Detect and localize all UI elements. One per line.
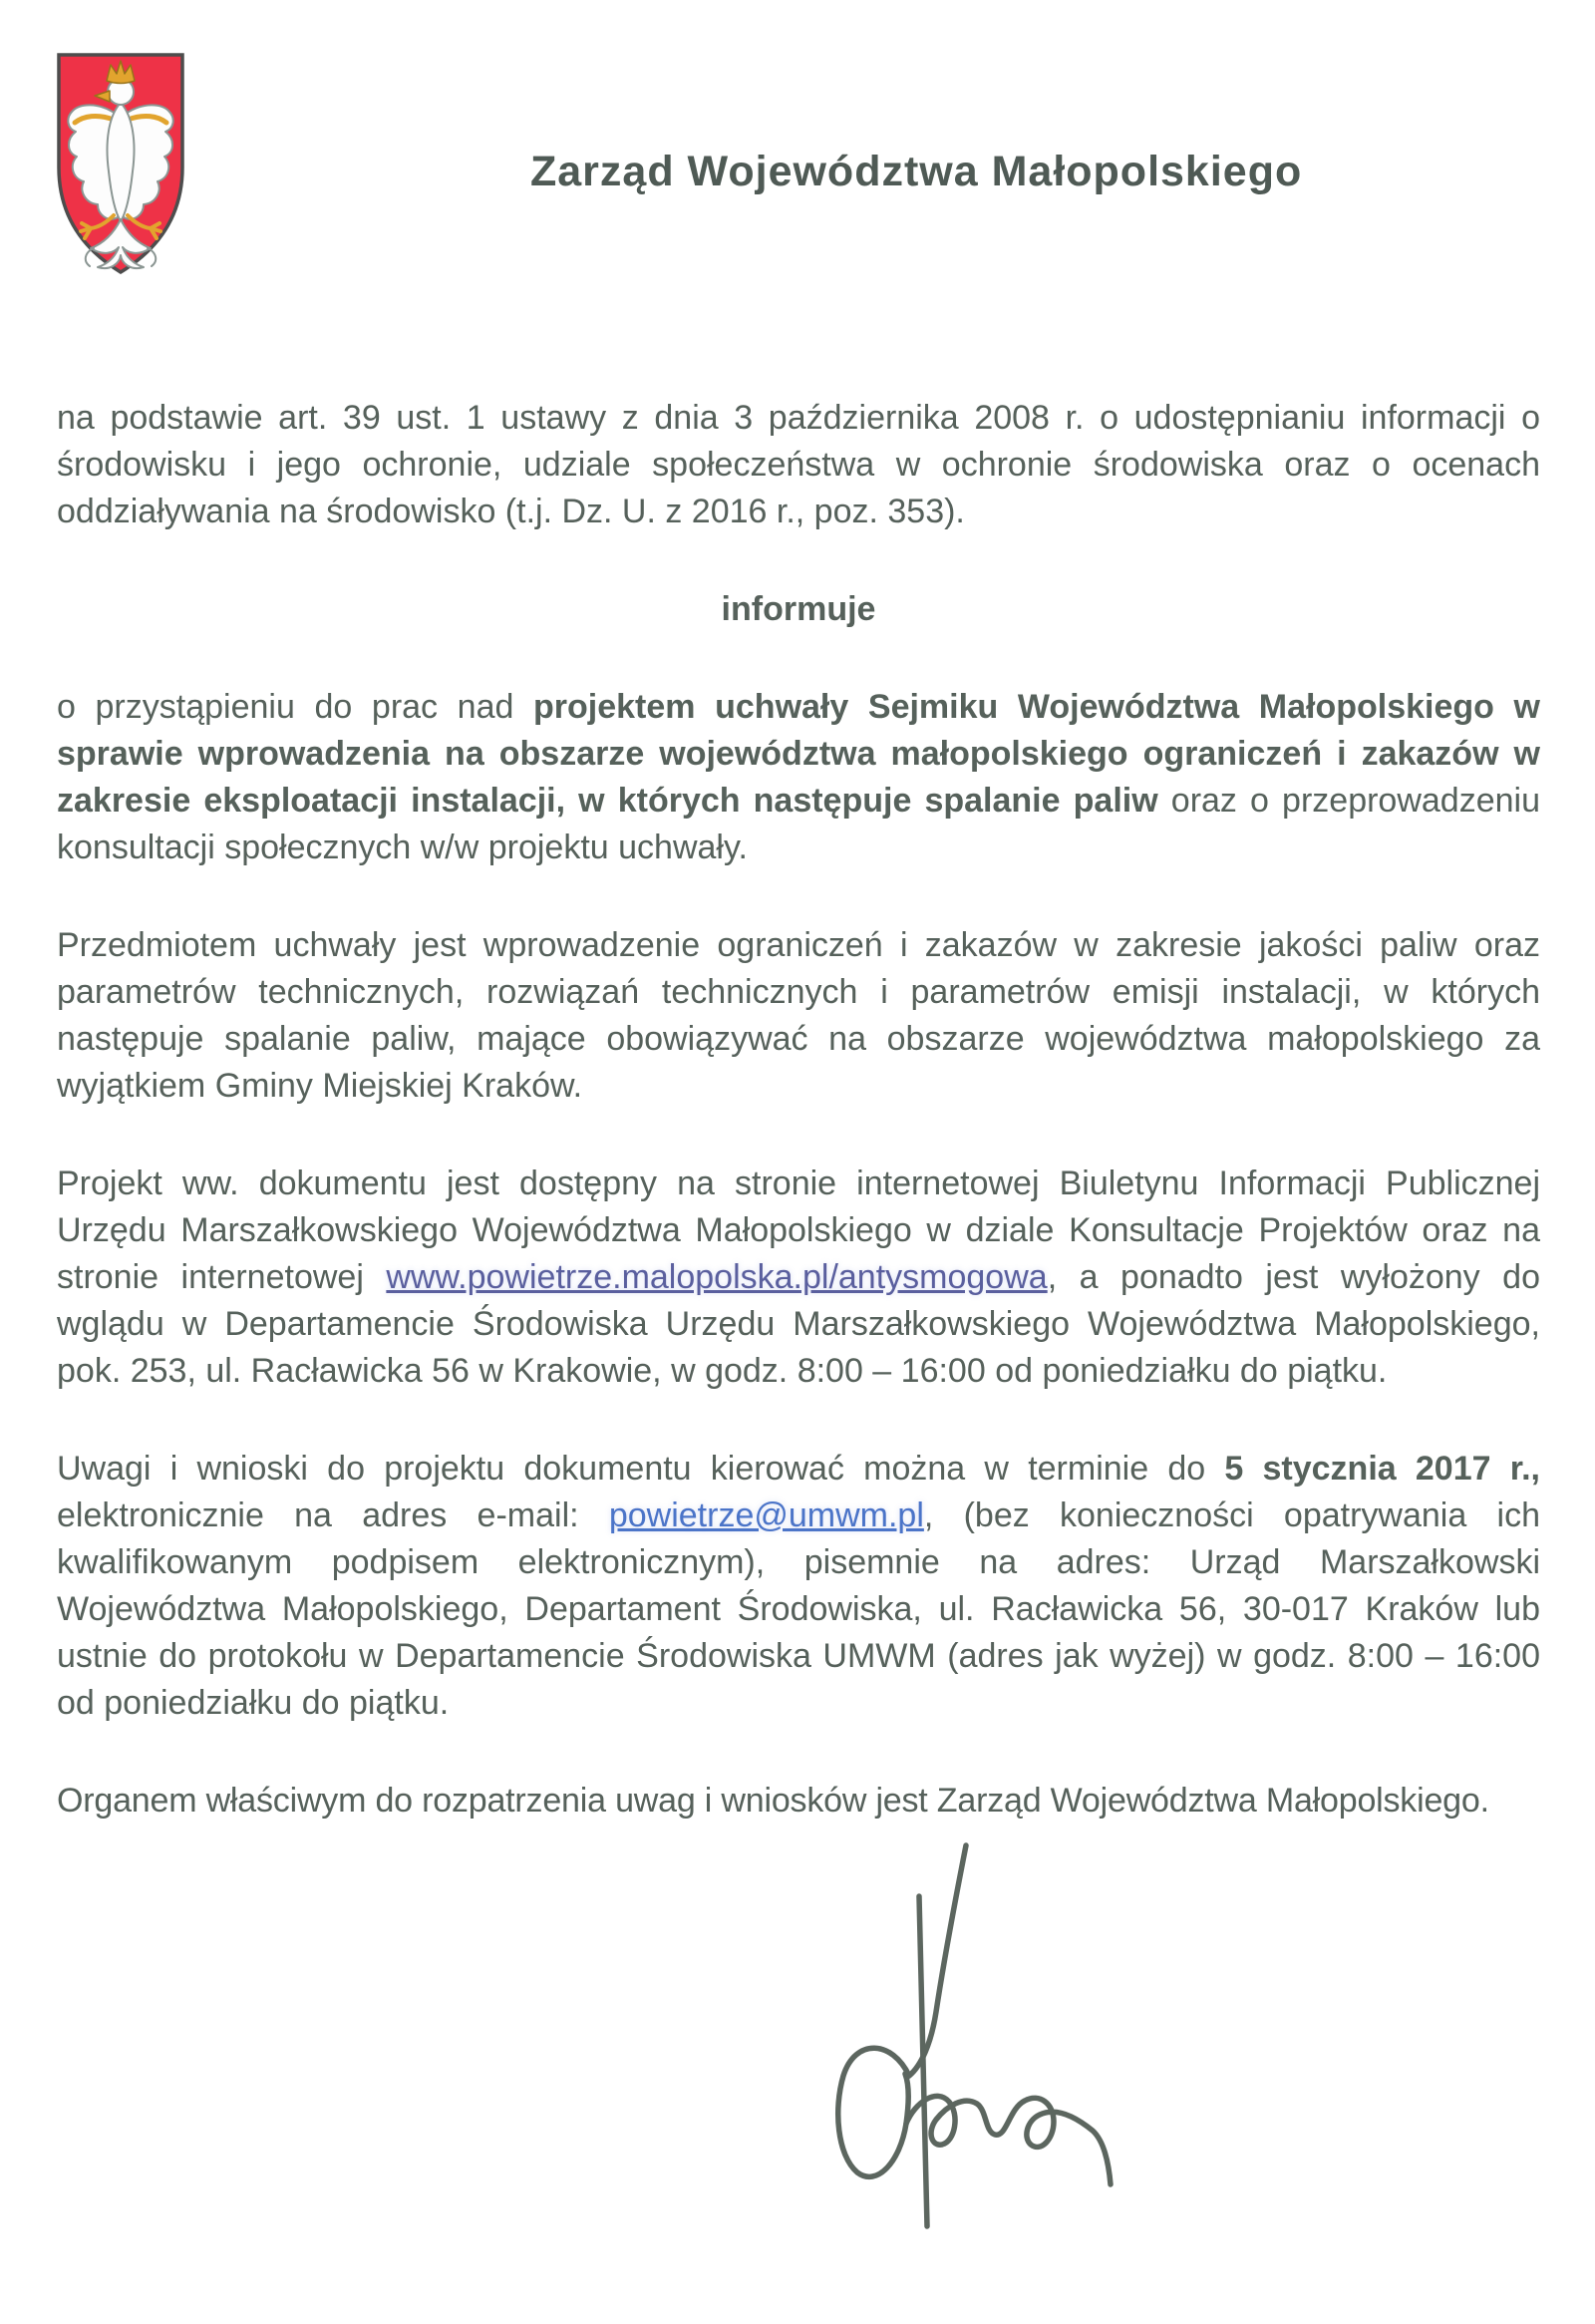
text-run: Projekt ww. dokumentu jest dostępny na stronie internetowej Biuletynu Informacji Publicznej Urzędu Marszałkowskiego Województwa Małopolskiego w dziale Konsultacje Projektów oraz na stronie internetowej bbox=[57, 1164, 1540, 1296]
bold-text-run: projektem uchwały Sejmiku Województwa Małopolskiego w sprawie wprowadzenia na obszarze województwa małopolskiego ograniczeń i zakazów w zakresie eksploatacji instalacji, w których następuje spalanie paliw bbox=[57, 688, 1540, 820]
text-run: na podstawie art. 39 ust. 1 ustawy z dnia 3 października 2008 r. o udostępnianiu informacji o środowisku i jego ochronie, udziale społeczeństwa w ochronie środowiska oraz o ocenach oddziaływania na środowisko (t.j. Dz. U. z 2016 r., poz. 353). bbox=[57, 399, 1540, 530]
text-run: elektronicznie na adres e-mail: bbox=[57, 1496, 609, 1534]
heading-informuje: informuje bbox=[721, 590, 876, 628]
text-run: o przystąpieniu do prac nad bbox=[57, 688, 534, 726]
handwritten-signature bbox=[798, 1839, 1136, 2238]
paragraph-availability bbox=[57, 1161, 1540, 1395]
paragraph-announcement bbox=[57, 684, 1540, 871]
link-antysmogowa[interactable]: www.powietrze.malopolska.pl/antysmogowa bbox=[386, 1258, 1048, 1296]
paragraph-submission bbox=[57, 1446, 1540, 1727]
link-email[interactable]: powietrze@umwm.pl bbox=[608, 1496, 924, 1534]
paragraph-subject bbox=[57, 922, 1540, 1110]
paragraph-legal-basis bbox=[57, 395, 1540, 535]
document-body bbox=[57, 395, 1540, 1875]
text-run: , (bez konieczności opatrywania ich kwalifikowanym podpisem elektronicznym), pisemnie na adres: Urząd Marszałkowski Województwa Małopolskiego, Departament Środowiska, ul. Racławicka 56, 30-017 Kraków lub ustnie do protokołu w Departamencie Środowiska UMWM (adres jak wyżej) w godz. 8:00 – 16:00 od poniedziałku do piątku. bbox=[57, 1496, 1540, 1722]
paragraph-authority bbox=[57, 1778, 1540, 1825]
malopolska-coat-of-arms bbox=[52, 48, 189, 279]
text-run: Uwagi i wnioski do projektu dokumentu kierować można w terminie do bbox=[57, 1450, 1225, 1488]
document-title: Zarząd Województwa Małopolskiego bbox=[530, 148, 1303, 195]
text-run: oraz o przeprowadzeniu konsultacji społecznych w/w projektu uchwały. bbox=[57, 782, 1540, 866]
text-run: Organem właściwym do rozpatrzenia uwag i wniosków jest Zarząd Województwa Małopolskiego. bbox=[57, 1782, 1489, 1820]
text-run: Przedmiotem uchwały jest wprowadzenie ograniczeń i zakazów w zakresie jakości paliw oraz parametrów technicznych, rozwiązań technicznych i parametrów emisji instalacji, w których następuje spalanie paliw, mające obowiązywać na obszarze województwa małopolskiego za wyjątkiem Gminy Miejskiej Kraków. bbox=[57, 926, 1540, 1105]
text-run: , a ponadto jest wyłożony do wglądu w Departamencie Środowiska Urzędu Marszałkowskiego Województwa Małopolskiego, pok. 253, ul. Racławicka 56 w Krakowie, w godz. 8:00 – 16:00 od poniedziałku do piątku. bbox=[57, 1258, 1540, 1390]
bold-text-run: 5 stycznia 2017 r., bbox=[1224, 1450, 1540, 1488]
